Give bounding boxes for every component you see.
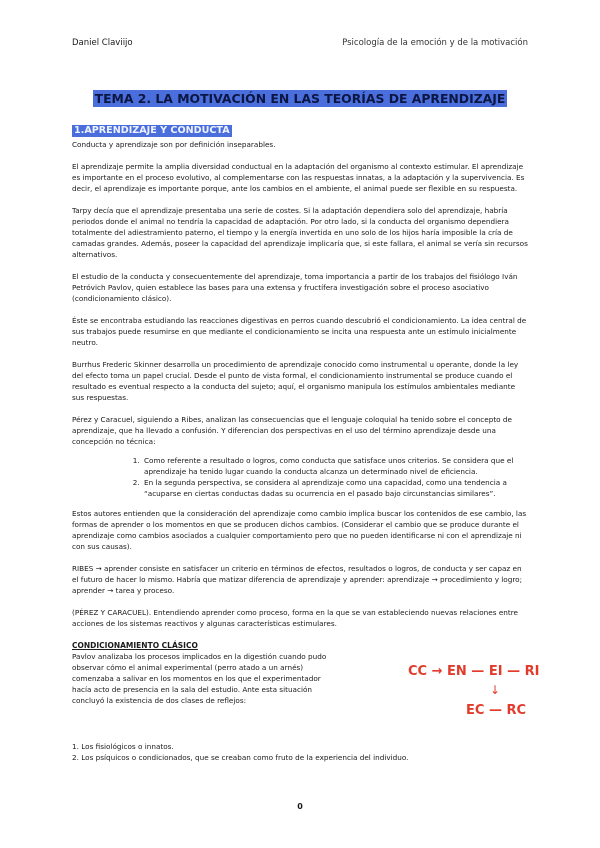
paragraph: El aprendizaje permite la amplia diversidad conductual en la adaptación del organismo al contexto estimular. El aprendizaje es importante en el proceso evolutivo, al complementarse con las respuestas innatas, a la adaptación y la supervivencia. Es decir, el aprendizaje es importante porque, ante los cambios en el ambiente, el animal puede ser flexible en su respuesta. (72, 162, 525, 193)
page-content (72, 73, 540, 763)
reflex-item: 2. Los psíquicos o condicionados, que se creaban como fruto de la experiencia del individuo. (72, 753, 409, 762)
list-item: 1. Como referente a resultado o logros, como conducta que satisface unos criterios. Se considera que el aprendizaje ha tenido lugar cuando la conducta alcanza un determinado nivel de eficiencia. (142, 455, 528, 477)
paragraph: Tarpy decía que el aprendizaje presentaba una serie de costes. Si la adaptación dependiera solo del aprendizaje, habría periodos donde el animal no tendría la capacidad de adaptación. Por otro lado, si la conducta del organismo dependiera totalmente del adiestramiento paterno, el tiempo y la energía invertida en uno solo de los hijos haría imposible la cría de camadas grandes. Además, poseer la capacidad del aprendizaje implicaría que, si este fallara, el animal se vería sin recursos alternativos. (72, 206, 528, 259)
perspectives-list (72, 455, 528, 499)
down-arrow-icon: ↓ (490, 683, 501, 697)
classical-block (72, 651, 540, 741)
subheading: CONDICIONAMIENTO CLÁSICO (72, 641, 198, 650)
list-item: 2. En la segunda perspectiva, se considera al aprendizaje como una capacidad, como una tendencia a “acuparse en ciertas conductas dadas su ocurrencia en el pasado bajo circunstancias similares”. (142, 477, 528, 499)
paragraph: Pavlov analizaba los procesos implicados en la digestión cuando pudo observar cómo el animal experimental (perro atado a un arnés) comenzaba a salivar en los momentos en los que el experimentador hacía acto de presencia en la sala del estudio. Ante esta situación concluyó la existencia de dos clases de reflejos: (72, 652, 327, 705)
paragraph: (PÉREZ Y CARACUEL). Entendiendo aprender como proceso, forma en la que se van estableciendo nuevas relaciones entre acciones de los sistemas reactivos y algunas características estimulares. (72, 608, 519, 628)
paragraph: Conducta y aprendizaje son por definición inseparables. (72, 140, 276, 149)
header-author: Daniel Claviijo (72, 38, 133, 48)
paragraph: RIBES → aprender consiste en satisfacer un criterio en términos de efectos, resultados o logros, de conducta y ser capaz en el futuro de hacer lo mismo. Habría que matizar diferencia de aprendizaje y aprender: aprendizaje → procedimiento y logro; aprender → tarea y proceso. (72, 564, 523, 595)
reflex-item: 1. Los fisiológicos o innatos. (72, 742, 174, 751)
diagram-line-1: CC → EN — EI — RI (408, 664, 540, 679)
classical-text (72, 651, 332, 741)
paragraph: Pérez y Caracuel, siguiendo a Ribes, analizan las consecuencias que el lenguaje coloquial ha tenido sobre el concepto de aprendizaje, que ha llevado a confusión. Y diferencian dos perspectivas en el uso del término aprendizaje desde una concepción no técnica: (72, 415, 512, 446)
section-heading-text: 1.APRENDIZAJE Y CONDUCTA (74, 125, 230, 136)
page-number: 0 (297, 802, 303, 811)
page-title-text: TEMA 2. LA MOTIVACIÓN EN LAS TEORÍAS DE APRENDIZAJE (94, 91, 506, 106)
paragraph: Estos autores entienden que la consideración del aprendizaje como cambio implica buscar los contenidos de ese cambio, las formas de aprender o los momentos en que se producen dichos cambios. (Considerar el cambio que se produce durante el aprendizaje como cambios asociados a cualquier comportamiento pero que no pueden identificarse ni con el aprendizaje ni con sus causas). (72, 509, 527, 551)
paragraph: Éste se encontraba estudiando las reacciones digestivas en perros cuando descubrió el condicionamiento. La idea central de sus trabajos puede resumirse en que mediante el condicionamiento se incita una respuesta ante un estímulo inicialmente neutro. (72, 316, 527, 347)
page-title (72, 73, 528, 111)
header-course: Psicología de la emoción y de la motivación (342, 38, 528, 48)
diagram-line-2: EC — RC (466, 703, 527, 718)
paragraph: El estudio de la conducta y consecuentemente del aprendizaje, toma importancia a partir de los trabajos del fisiólogo Iván Petróvich Pavlov, quien establece las bases para una extensa y fructífera investigación sobre el proceso asociativo (condicionamiento clásico). (72, 272, 518, 303)
section-heading (72, 111, 528, 139)
paragraph: Burrhus Frederic Skinner desarrolla un procedimiento de aprendizaje conocido como instrumental u operante, donde la ley del efecto toma un papel crucial. Desde el punto de vista formal, el condicionamiento instrumental se produce cuando el resultado es eventual respecto a la conducta del sujeto; aquí, el organismo manipula los estímulos ambientales mediante sus respuestas. (72, 360, 519, 402)
conditioning-diagram (332, 651, 540, 741)
